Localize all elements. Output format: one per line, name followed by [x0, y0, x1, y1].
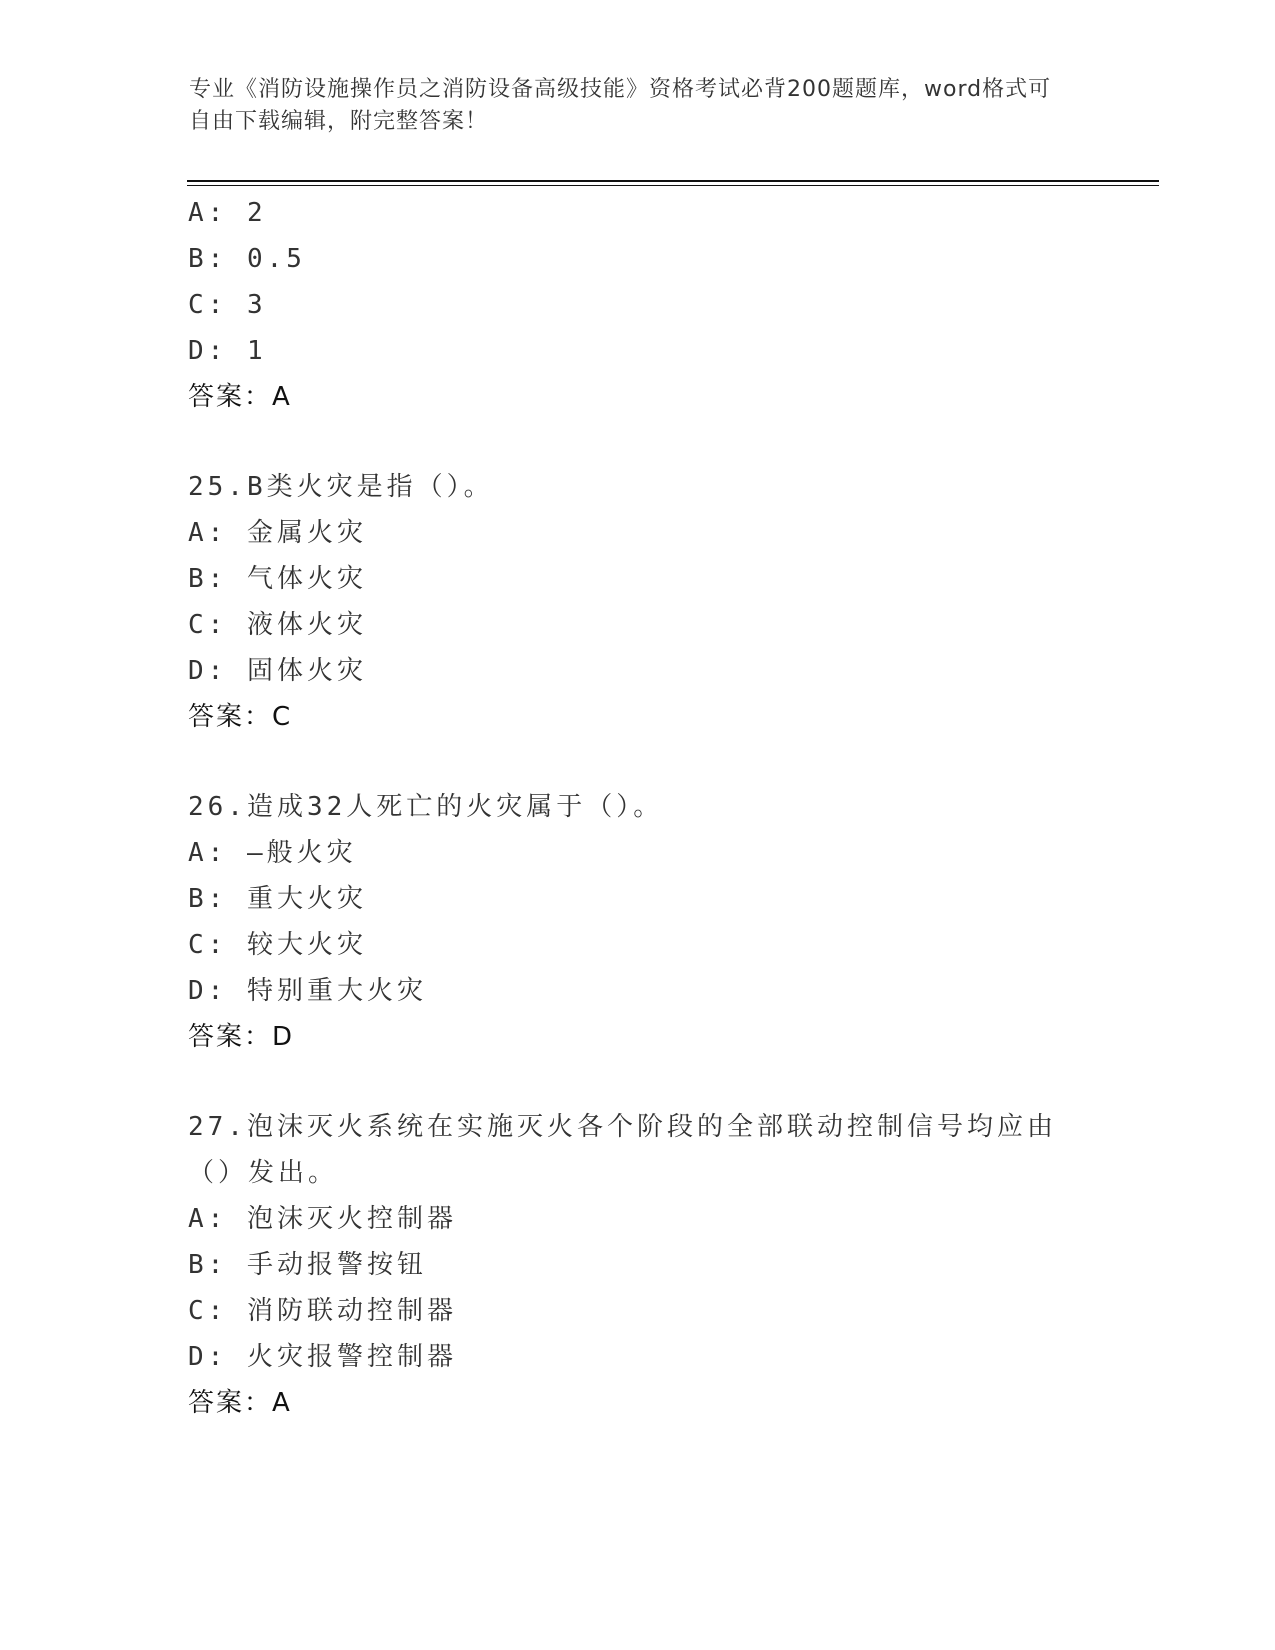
document-header: 专业《消防设施操作员之消防设备高级技能》资格考试必背200题题库，word格式可自由下载编辑，附完整答案！: [189, 77, 1052, 134]
option-d: D: 特别重大火灾: [188, 976, 427, 1006]
option-c: C: 消防联动控制器: [188, 1296, 457, 1326]
previous-question-tail: [188, 190, 1088, 420]
answer-line: 答案：D: [188, 1022, 295, 1052]
question-26: [188, 784, 1088, 1060]
answer-line: 答案：A: [188, 1388, 292, 1418]
answer-line: 答案：C: [188, 702, 293, 732]
option-c: C: 3: [188, 290, 267, 320]
option-b: B: 重大火灾: [188, 884, 367, 914]
option-d: D: 固体火灾: [188, 656, 367, 686]
option-b: B: 0.5: [188, 244, 306, 274]
option-c: C: 较大火灾: [188, 930, 367, 960]
option-d: D: 火灾报警控制器: [188, 1342, 457, 1372]
question-stem: 27.泡沫灭火系统在实施灭火各个阶段的全部联动控制信号均应由（）发出。: [188, 1112, 1057, 1188]
option-b: B: 气体火灾: [188, 564, 367, 594]
option-a: A: 金属火灾: [188, 518, 367, 548]
question-25: [188, 464, 1088, 740]
option-b: B: 手动报警按钮: [188, 1250, 427, 1280]
header-divider-thick: [187, 180, 1159, 182]
question-27: [188, 1104, 1088, 1426]
question-stem: 25.B类火灾是指（）。: [188, 472, 494, 502]
option-c: C: 液体火灾: [188, 610, 367, 640]
option-a: A: 2: [188, 198, 267, 228]
option-a: A: —般火灾: [188, 838, 357, 868]
question-stem: 26.造成32人死亡的火灾属于（）。: [188, 792, 664, 822]
option-d: D: 1: [188, 336, 267, 366]
question-content: [188, 190, 1088, 1426]
option-a: A: 泡沫灭火控制器: [188, 1204, 457, 1234]
header-divider-thin: [187, 185, 1159, 186]
answer-line: 答案：A: [188, 382, 292, 412]
